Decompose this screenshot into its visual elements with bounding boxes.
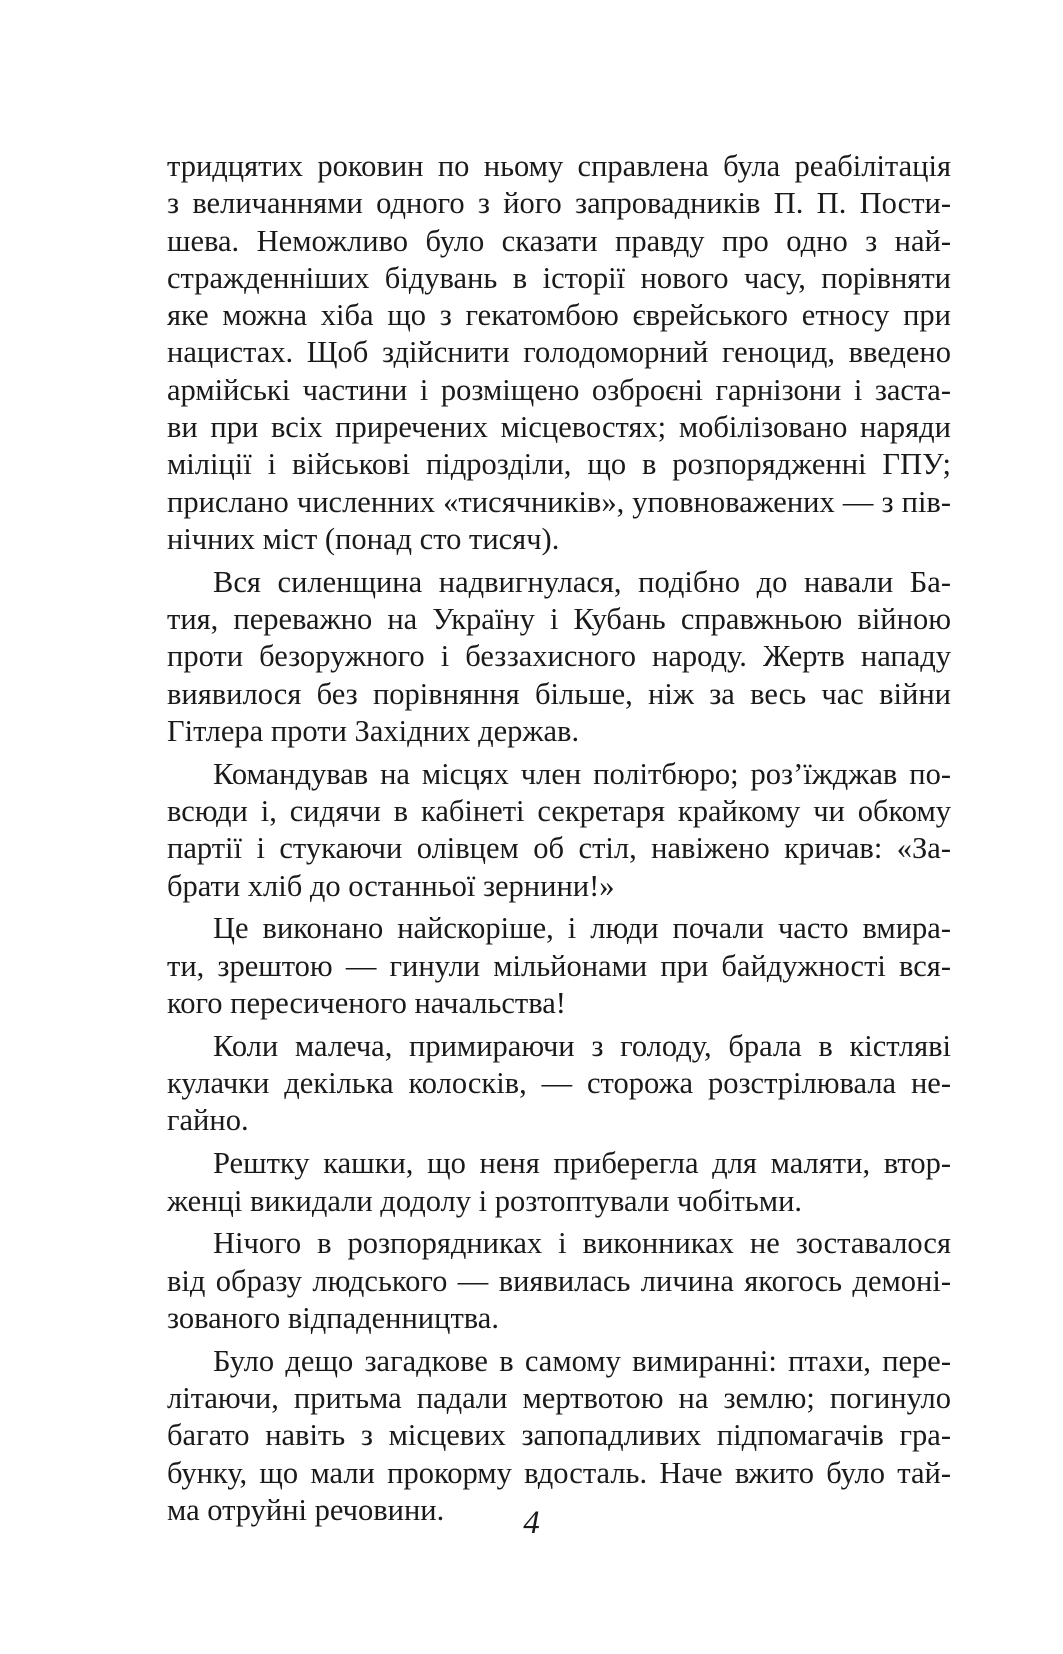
paragraph-6 <box>167 1145 951 1220</box>
text-line: проти безоружного і беззахисного народу. Жертв нападу <box>167 639 951 674</box>
text-line: кулачки декілька колосків, — сторожа розстрілювала не- <box>167 1066 951 1101</box>
paragraph-3 <box>167 756 951 905</box>
text-line: літаючи, притьма падали мертвотою на землю; погинуло <box>167 1381 951 1415</box>
text-line: нічних міст (понад сто тисяч). <box>167 521 560 556</box>
text-line: бунку, що мали прокорму вдосталь. Наче вжито було тай- <box>167 1455 951 1490</box>
text-line: Вся силенщина надвигнулася, подібно до навали Ба- <box>213 564 951 599</box>
text-line: Коли малеча, примираючи з голоду, брала в кістляві <box>213 1028 951 1063</box>
text-line: кого пересиченого начальства! <box>167 986 566 1021</box>
text-line: Нічого в розпорядниках і виконниках не зоставалося <box>213 1226 951 1261</box>
text-line: виявилося без порівняння більше, ніж за весь час війни <box>167 676 951 711</box>
paragraph-2 <box>167 564 951 750</box>
paragraph-4 <box>167 910 951 1022</box>
text-line: з величаннями одного з його запровадників П. П. Пости- <box>167 186 951 221</box>
paragraph-7 <box>167 1225 951 1337</box>
text-line: Гітлера проти Західних держав. <box>167 713 580 748</box>
text-line: прислано численних «тисячників», уповноважених — з пів- <box>167 484 951 519</box>
text-line: ма отруйні речовини. <box>167 1492 445 1527</box>
text-line: брати хліб до останньої зернини!» <box>167 868 615 903</box>
paragraph-1 <box>167 148 951 558</box>
text-line: ви при всіх приречених місцевостях; мобілізовано наряди <box>167 410 951 445</box>
text-line: шева. Неможливо було сказати правду про одно з най- <box>167 223 951 258</box>
text-line: зованого відпаденництва. <box>167 1300 499 1335</box>
text-line: Рештку кашки, що неня приберегла для маляти, втор- <box>213 1146 951 1181</box>
text-line: тридцятих роковин по ньому справлена була реабілітація <box>167 149 951 183</box>
text-line: стражденніших бідувань в історії нового часу, порівняти <box>167 260 951 295</box>
text-line: від образу людського — виявилась личина якогось демоні- <box>167 1263 951 1298</box>
text-line: нацистах. Щоб здійснити голодоморний геноцид, введено <box>167 335 951 370</box>
paragraph-5 <box>167 1028 951 1140</box>
text-line: Було дещо загадкове в самому вимиранні: птахи, пере- <box>213 1343 951 1378</box>
text-line: міліції і військові підрозділи, що в розпорядженні ГПУ; <box>167 447 951 482</box>
text-line: гайно. <box>167 1103 249 1138</box>
paragraph-8 <box>167 1343 951 1529</box>
text-line: женці викидали додолу і розтоптували чобітьми. <box>167 1183 803 1218</box>
text-line: партії і стукаючи олівцем об стіл, навіжено кричав: «За- <box>167 831 951 866</box>
text-line: яке можна хіба що з гекатомбою єврейського етносу при <box>167 298 951 333</box>
page-number: 4 <box>523 1505 540 1541</box>
text-line: армійські частини і розміщено озброєні гарнізони і застa- <box>167 372 951 407</box>
text-line: багато навіть з місцевих запопадливих підпомагачів гра- <box>167 1418 951 1453</box>
text-line: ти, зрештою — гинули мільйонами при байдужності вся- <box>167 948 951 983</box>
text-line: всюди і, сидячи в кабінеті секретаря крайкому чи обкому <box>167 794 951 829</box>
text-line: Командував на місцях член політбюро; роз’їжджав по- <box>213 756 951 791</box>
text-line: Це виконано найскоріше, і люди почали часто вмира- <box>213 911 951 946</box>
body-text <box>167 148 951 1535</box>
text-line: тия, переважно на Україну і Кубань справжньою війною <box>167 602 951 637</box>
